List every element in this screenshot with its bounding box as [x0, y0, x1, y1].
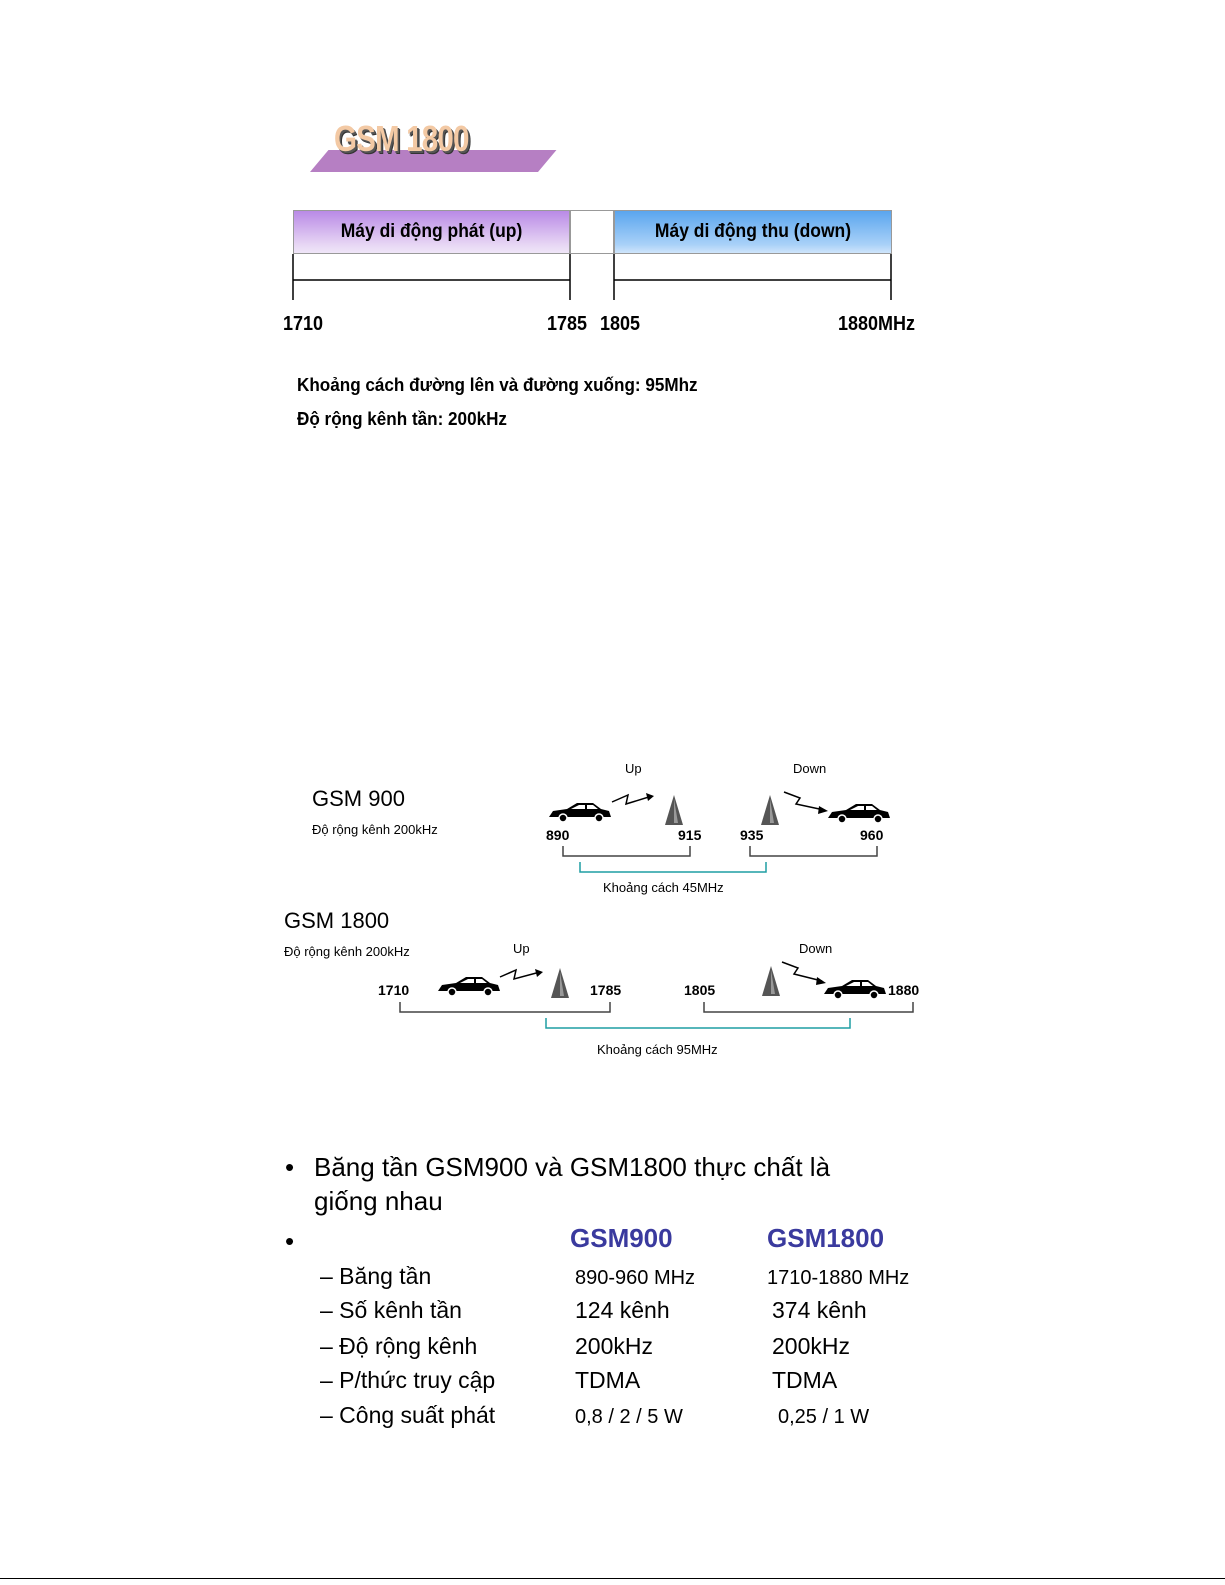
bullet-dot-1: •	[285, 1152, 295, 1182]
gsm900-title: GSM 900	[312, 786, 405, 811]
gsm1800-car-icon-up	[438, 977, 500, 996]
downlink-band-label: Máy di động thu (down)	[654, 221, 852, 242]
gsm1800-up-arrow-icon	[535, 969, 543, 977]
gsm900-up-arrow-icon	[646, 793, 654, 801]
row-label-tx-power: – Công suất phát	[320, 1402, 496, 1428]
note-duplex-spacing: Khoảng cách đường lên và đường xuống: 95Mhz	[297, 375, 698, 395]
gsm1800-tower-icon-down	[762, 966, 780, 996]
gsm1800-tower-icon-up	[551, 968, 569, 998]
gsm1800-freq-1710: 1710	[378, 982, 410, 998]
row-label-band: – Băng tần	[320, 1263, 432, 1289]
gsm900-down-arrow-icon	[818, 806, 828, 814]
duplex-diagram	[0, 740, 1225, 1060]
gsm1800-subtitle: Độ rộng kênh 200kHz	[284, 944, 410, 959]
gsm900-down-signal-icon	[784, 792, 824, 810]
cell-gsm900-access-method: TDMA	[575, 1367, 641, 1393]
gsm900-spacing-bracket	[580, 862, 766, 872]
gsm900-downlink-bracket	[750, 846, 877, 856]
gsm900-freq-915: 915	[678, 827, 702, 843]
banner-title: GSM 1800	[334, 118, 469, 159]
cell-gsm1800-band: 1710-1880 MHz	[767, 1267, 910, 1289]
cell-gsm1800-access-method: TDMA	[772, 1367, 838, 1393]
gsm1800-freq-1785: 1785	[590, 982, 622, 998]
cell-gsm900-channels: 124 kênh	[575, 1297, 670, 1323]
gsm1800-title: GSM 1800	[284, 908, 390, 933]
gsm900-car-icon-down	[828, 804, 890, 823]
cell-gsm1800-channel-width: 200kHz	[772, 1333, 850, 1359]
gsm1800-up-signal-icon	[500, 970, 540, 979]
note-channel-width: Độ rộng kênh tần: 200kHz	[297, 409, 507, 429]
gsm900-up-label: Up	[625, 761, 642, 776]
gsm1800-spacing-bracket	[546, 1018, 850, 1028]
gsm1800-down-signal-icon	[782, 962, 822, 981]
gsm900-uplink-bracket	[563, 846, 690, 856]
bullet-text-line2: giống nhau	[314, 1186, 443, 1216]
bullet-dot-2: •	[285, 1226, 295, 1256]
gsm1800-freq-1805: 1805	[684, 982, 716, 998]
gsm900-up-signal-icon	[612, 795, 652, 804]
bullet-text-line1: Băng tần GSM900 và GSM1800 thực chất là	[314, 1152, 831, 1182]
gsm1800-car-icon-down	[824, 980, 886, 999]
row-label-channels: – Số kênh tần	[320, 1297, 462, 1323]
gsm900-subtitle: Độ rộng kênh 200kHz	[312, 822, 438, 837]
col-header-gsm900: GSM900	[570, 1223, 673, 1253]
gsm900-down-label: Down	[793, 761, 827, 776]
gsm900-freq-935: 935	[740, 827, 764, 843]
tick-label-1880mhz: 1880MHz	[838, 313, 916, 335]
gsm1800-uplink-bracket	[400, 1002, 610, 1012]
col-header-gsm1800: GSM1800	[767, 1223, 885, 1253]
row-label-access-method: – P/thức truy cập	[320, 1367, 496, 1393]
band-scale	[0, 0, 1225, 320]
gsm900-freq-960: 960	[860, 827, 884, 843]
tick-label-1805: 1805	[600, 313, 641, 335]
gsm900-tower-icon-up	[665, 795, 683, 825]
gsm1800-down-label: Down	[799, 941, 833, 956]
row-label-channel-width: – Độ rộng kênh	[320, 1333, 478, 1359]
gsm900-tower-icon-down	[761, 795, 779, 825]
gsm900-spacing-label: Khoảng cách 45MHz	[603, 880, 724, 895]
gsm1800-downlink-bracket	[704, 1002, 913, 1012]
gsm1800-spacing-label: Khoảng cách 95MHz	[597, 1042, 718, 1057]
gsm900-car-icon-up	[549, 803, 611, 822]
tick-label-1710: 1710	[283, 313, 324, 335]
cell-gsm900-channel-width: 200kHz	[575, 1333, 653, 1359]
tick-label-1785: 1785	[547, 313, 588, 335]
gsm1800-freq-1880: 1880	[888, 982, 920, 998]
uplink-band-label: Máy di động phát (up)	[340, 221, 523, 242]
gsm900-freq-890: 890	[546, 827, 570, 843]
gsm1800-up-label: Up	[513, 941, 530, 956]
cell-gsm900-band: 890-960 MHz	[575, 1267, 696, 1289]
cell-gsm1800-channels: 374 kênh	[772, 1297, 867, 1323]
cell-gsm1800-tx-power: 0,25 / 1 W	[778, 1406, 870, 1428]
gsm1800-down-arrow-icon	[816, 977, 826, 985]
cell-gsm900-tx-power: 0,8 / 2 / 5 W	[575, 1406, 683, 1428]
page-bottom-rule	[0, 1578, 1225, 1579]
